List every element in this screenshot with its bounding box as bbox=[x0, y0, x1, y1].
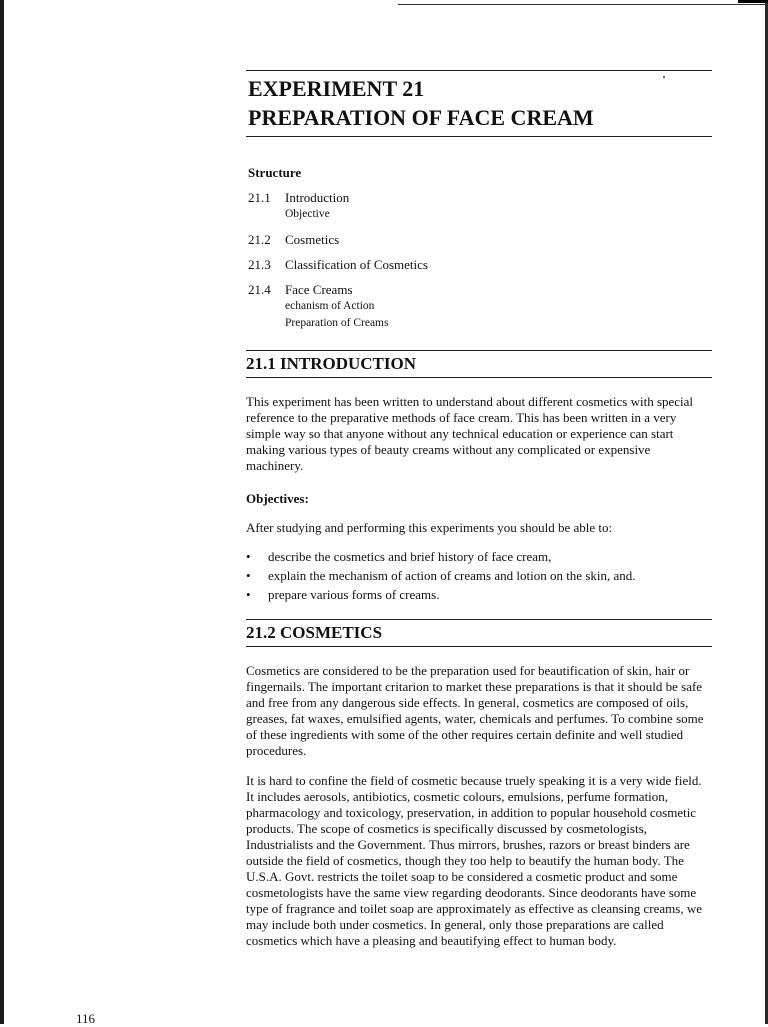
structure-subitem: Objective bbox=[285, 208, 330, 220]
structure-item-number: 21.3 bbox=[248, 257, 271, 272]
page-content bbox=[246, 70, 712, 949]
objective-text: describe the cosmetics and brief history of face cream, bbox=[268, 549, 552, 564]
structure-item-title: Cosmetics bbox=[285, 232, 340, 247]
structure-item-title: Face Creams bbox=[285, 282, 353, 297]
section-top-rule bbox=[246, 350, 712, 351]
page-binding-edge-left bbox=[0, 0, 4, 1024]
bullet-icon: • bbox=[246, 587, 251, 602]
objectives-intro: After studying and performing this experiments you should be able to: bbox=[246, 520, 613, 535]
cosmetics-paragraph-2: It is hard to confine the field of cosmetic because truely speaking it is a very wide field. It includes aerosols, antibiotics, cosmetic colours, emulsions, perfume formation, pharmacology and toxicology, preservation, in addition to popular household cosmetic products. The scope of cosmetics is specifically discussed by cosmetologists, Industrialists and the Government. Thus mirrors, brushes, razors or breast binders are outside the field of cosmetics, though they too help to beautify the human body. The U.S.A. Govt. restricts the toilet soap to be considered a cosmetic product and some cosmetologists have the same view regarding deodorants. Since deodorants have some type of fragrance and toilet soap are approximately as effective as cleansing creams, we may include both under cosmetics. In general, only those preparations are called cosmetics which have a pleasing and beautifying effect to human body. bbox=[246, 773, 702, 948]
structure-item bbox=[248, 189, 712, 223]
structure-item bbox=[248, 281, 712, 332]
introduction-heading: 21.1 INTRODUCTION bbox=[246, 354, 417, 373]
structure-item bbox=[248, 231, 712, 248]
structure-item-number: 21.1 bbox=[248, 190, 271, 205]
objective-text: explain the mechanism of action of creams and lotion on the skin, and. bbox=[268, 568, 636, 583]
scan-top-corner-mark bbox=[738, 0, 768, 3]
cosmetics-heading: 21.2 COSMETICS bbox=[246, 623, 383, 642]
bullet-icon: • bbox=[246, 549, 251, 564]
title-top-rule bbox=[246, 70, 712, 71]
structure-subitem: Preparation of Creams bbox=[285, 317, 389, 329]
structure-item-number: 21.2 bbox=[248, 232, 271, 247]
cosmetics-paragraph-1: Cosmetics are considered to be the preparation used for beautification of skin, hair or fingernails. The important critarion to market these preparations is that it should be safe and free from any dangerous side effects. In general, cosmetics are composed of oils, greases, fat waxes, emulsified agents, water, chemicals and perfumes. To combine some of these ingredients with some of the other requires certain definite and well studied procedures. bbox=[246, 663, 704, 758]
objectives-heading: Objectives: bbox=[246, 491, 309, 506]
introduction-section-header bbox=[246, 350, 712, 378]
structure-list bbox=[248, 189, 712, 332]
scan-top-rule bbox=[398, 4, 768, 5]
structure-item-title: Introduction bbox=[285, 190, 350, 205]
objective-text: prepare various forms of creams. bbox=[268, 587, 440, 602]
experiment-number: EXPERIMENT 21 bbox=[248, 76, 425, 101]
structure-item-number: 21.4 bbox=[248, 282, 271, 297]
structure-heading: Structure bbox=[248, 165, 302, 180]
structure-subitem: echanism of Action bbox=[285, 300, 375, 312]
introduction-paragraph: This experiment has been written to understand about different cosmetics with special reference to the preparative methods of face cream. This has been written in a very simple way so that anyone without any technical education or experience can start making various types of beauty creams without any complicated or expensive machinery. bbox=[246, 394, 694, 473]
list-item bbox=[246, 566, 712, 585]
page-number: 116 bbox=[76, 1011, 96, 1026]
cosmetics-section-header bbox=[246, 619, 712, 647]
section-top-rule bbox=[246, 619, 712, 620]
objectives-list bbox=[246, 547, 712, 604]
bullet-icon: • bbox=[246, 568, 251, 583]
structure-item bbox=[248, 256, 712, 273]
experiment-title: PREPARATION OF FACE CREAM bbox=[248, 105, 594, 130]
section-bottom-rule bbox=[246, 646, 712, 647]
section-bottom-rule bbox=[246, 377, 712, 378]
structure-item-title: Classification of Cosmetics bbox=[285, 257, 428, 272]
list-item bbox=[246, 585, 712, 604]
title-bottom-rule bbox=[246, 136, 712, 137]
list-item bbox=[246, 547, 712, 566]
